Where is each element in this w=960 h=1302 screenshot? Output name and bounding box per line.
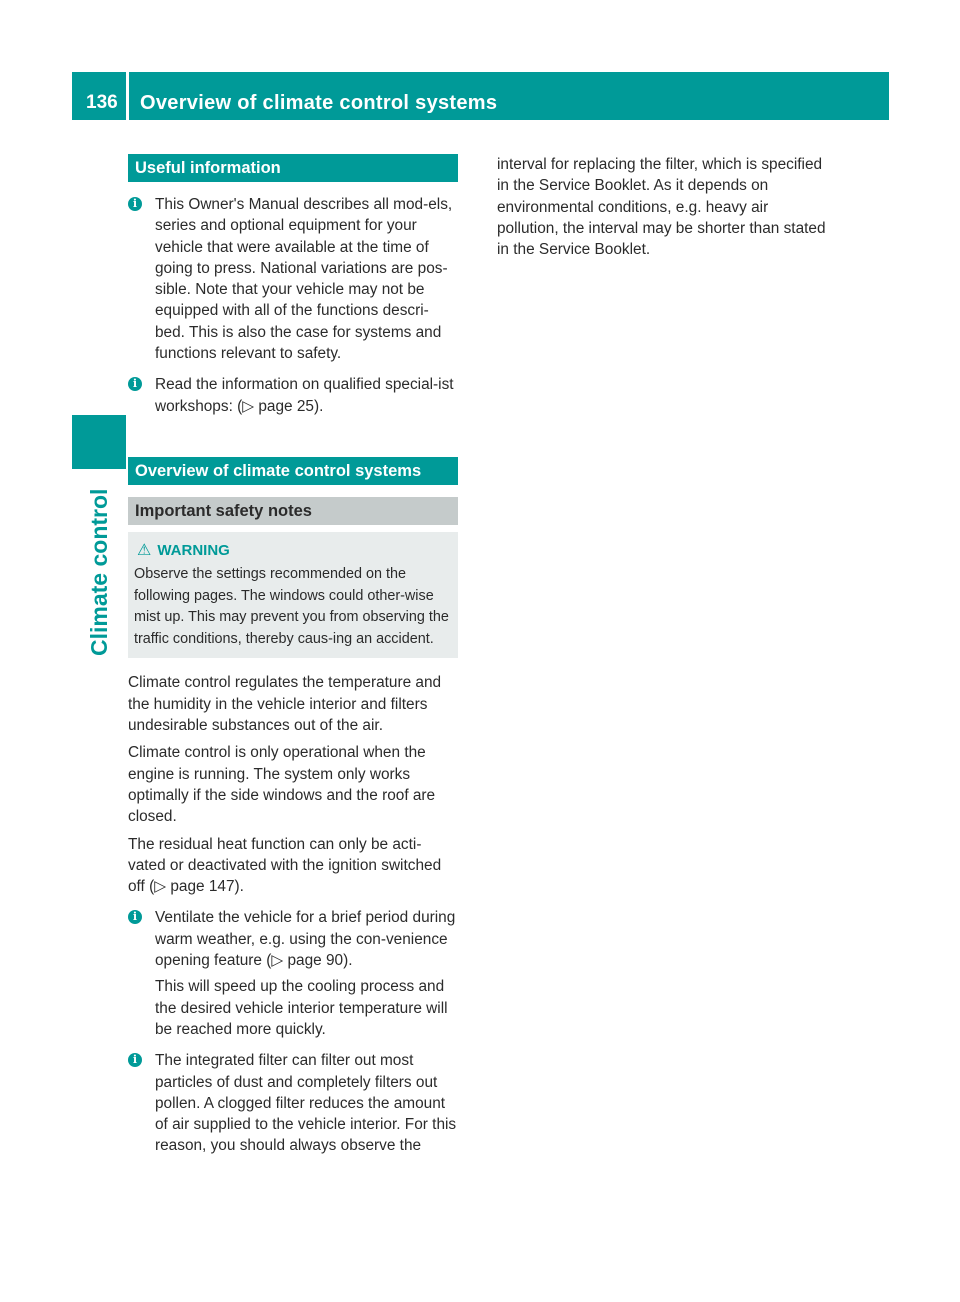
page-number: 136: [86, 92, 118, 113]
info-note: [128, 1050, 458, 1156]
info-text: This will speed up the cooling process and the desired vehicle interior temperature will be reached more quickly.: [155, 978, 448, 1038]
warning-title: [137, 540, 452, 562]
info-text: Ventilate the vehicle for a brief period during warm weather, e.g. using the con-venience opening feature (▷ page 90).: [155, 909, 456, 970]
safety-notes-heading: Important safety notes: [128, 497, 458, 525]
warning-box: [128, 532, 458, 659]
body-paragraph: interval for replacing the filter, which is specified in the Service Booklet. As it depends on environmental conditions, e.g. heavy air pollution, the interval may be shorter than stated in the Service Booklet.: [497, 156, 826, 259]
body-paragraph: The residual heat function can only be acti-vated or deactivated with the ignition switched off (▷ page 147).: [128, 835, 442, 896]
info-note: [128, 194, 458, 364]
sidebar-chapter-label: Climate control: [86, 488, 112, 656]
info-icon: i: [128, 910, 142, 924]
left-column: [128, 154, 458, 1167]
page-header: [72, 72, 889, 120]
info-note: [128, 907, 458, 1040]
header-title: Overview of climate control systems: [140, 92, 498, 114]
overview-heading: Overview of climate control systems: [128, 457, 458, 485]
info-icon: i: [128, 1053, 142, 1067]
right-column: [497, 154, 827, 266]
body-paragraph: Climate control is only operational when the engine is running. The system only works optimally if the side windows and the roof are closed.: [128, 744, 436, 826]
header-divider: [126, 72, 129, 120]
info-note: [128, 374, 458, 417]
warning-triangle-icon: ⚠: [137, 541, 152, 559]
info-icon: i: [128, 377, 142, 391]
body-paragraph: Climate control regulates the temperature and the humidity in the vehicle interior and filters undesirable substances out of the air.: [128, 674, 442, 735]
info-text: Read the information on qualified special-ist workshops: (▷ page 25).: [155, 376, 454, 415]
warning-text: Observe the settings recommended on the following pages. The windows could other-wise mist up. This may prevent you from observing the traffic conditions, thereby caus-ing an accident.: [134, 566, 449, 647]
info-icon: i: [128, 197, 142, 211]
warning-label: WARNING: [157, 541, 230, 559]
info-text: This Owner's Manual describes all mod-els, series and optional equipment for your vehicle that were available at the time of going to press. National variations are pos-sible. Note that your vehicle may not be equipped with all of the functions descri-bed. This is also the case for systems and functions relevant to safety.: [155, 196, 453, 363]
info-text: The integrated filter can filter out most particles of dust and completely filters out pollen. A clogged filter reduces the amount of air supplied to the vehicle interior. For this reason, you should always observe the: [155, 1052, 457, 1155]
useful-info-heading: Useful information: [128, 154, 458, 182]
